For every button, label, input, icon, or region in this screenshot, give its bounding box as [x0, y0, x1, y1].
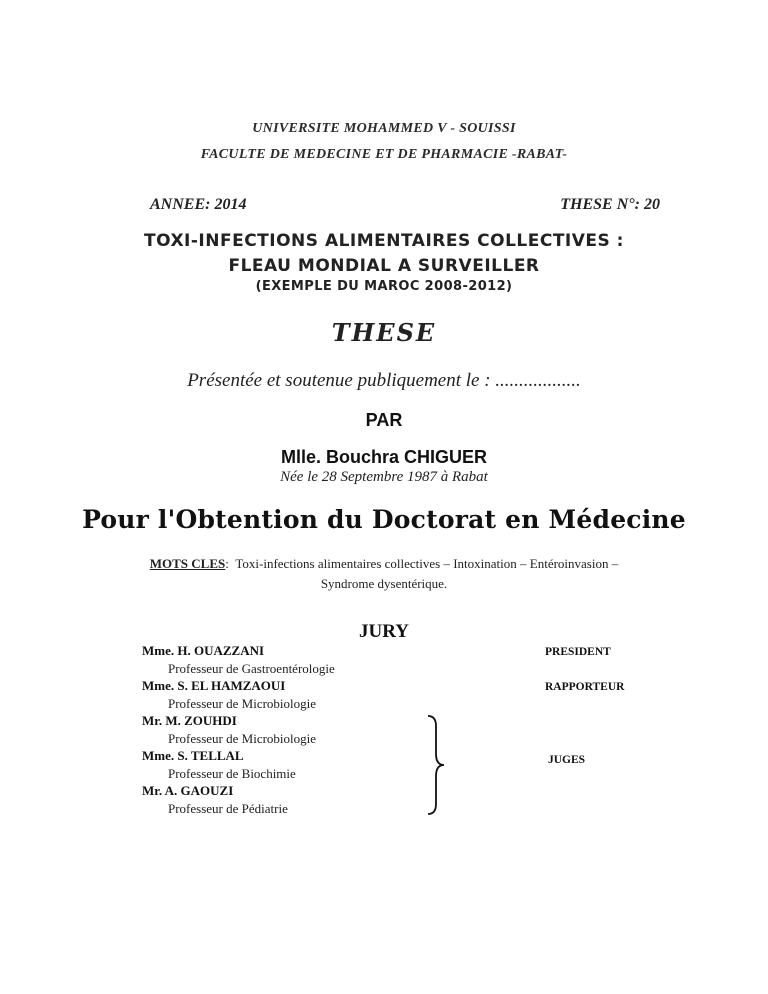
jury-member-name: Mr. A. GAOUZI: [142, 783, 234, 798]
keywords-text-1: Toxi-infections alimentaires collectives – Intoxination – Entéroinvasion –: [235, 556, 619, 571]
these-heading: THESE: [331, 318, 437, 347]
jury-member-name: Mr. M. ZOUHDI: [142, 713, 237, 728]
jury-member-role: Professeur de Pédiatrie: [168, 801, 288, 816]
jury-member-name: Mme. H. OUAZZANI: [142, 643, 265, 658]
thesis-subtitle: (EXEMPLE DU MAROC 2008-2012): [255, 279, 513, 294]
jury-title-rapporteur: RAPPORTEUR: [545, 681, 625, 693]
jury-member-name: Mme. S. EL HAMZAOUI: [142, 678, 286, 693]
author-birth: Née le 28 Septembre 1987 à Rabat: [280, 469, 488, 485]
obtention-heading: Pour l'Obtention du Doctorat en Médecine: [82, 505, 686, 534]
keywords-line-1: [0, 556, 768, 572]
keywords-colon: :: [225, 556, 236, 571]
thesis-title-line-2: FLEAU MONDIAL A SURVEILLER: [228, 256, 540, 276]
jury-brace-icon: [424, 714, 448, 816]
author-name: Mlle. Bouchra CHIGUER: [280, 447, 488, 467]
keywords-line-2: Syndrome dysentérique.: [320, 576, 448, 591]
jury-member-role: Professeur de Biochimie: [168, 766, 296, 781]
jury-title-president: PRESIDENT: [545, 646, 611, 658]
jury-heading: JURY: [359, 621, 409, 642]
jury-member-role: Professeur de Microbiologie: [168, 731, 317, 746]
university-name: UNIVERSITE MOHAMMED V - SOUISSI: [252, 121, 516, 136]
jury-member-name: Mme. S. TELLAL: [142, 748, 244, 763]
keywords-label: MOTS CLES: [149, 556, 226, 571]
jury-title-juges: JUGES: [548, 754, 586, 766]
thesis-title-line-1: TOXI-INFECTIONS ALIMENTAIRES COLLECTIVES :: [144, 231, 624, 251]
jury-member-role: Professeur de Microbiologie: [168, 696, 317, 711]
thesis-number: THESE N°: 20: [560, 196, 660, 213]
presentation-line: Présentée et soutenue publiquement le : ..................: [187, 370, 581, 391]
thesis-year: ANNEE: 2014: [150, 196, 247, 213]
par-label: PAR: [365, 410, 403, 430]
faculty-name: FACULTE DE MEDECINE ET DE PHARMACIE -RABAT-: [200, 147, 568, 162]
jury-member-role: Professeur de Gastroentérologie: [168, 661, 335, 676]
